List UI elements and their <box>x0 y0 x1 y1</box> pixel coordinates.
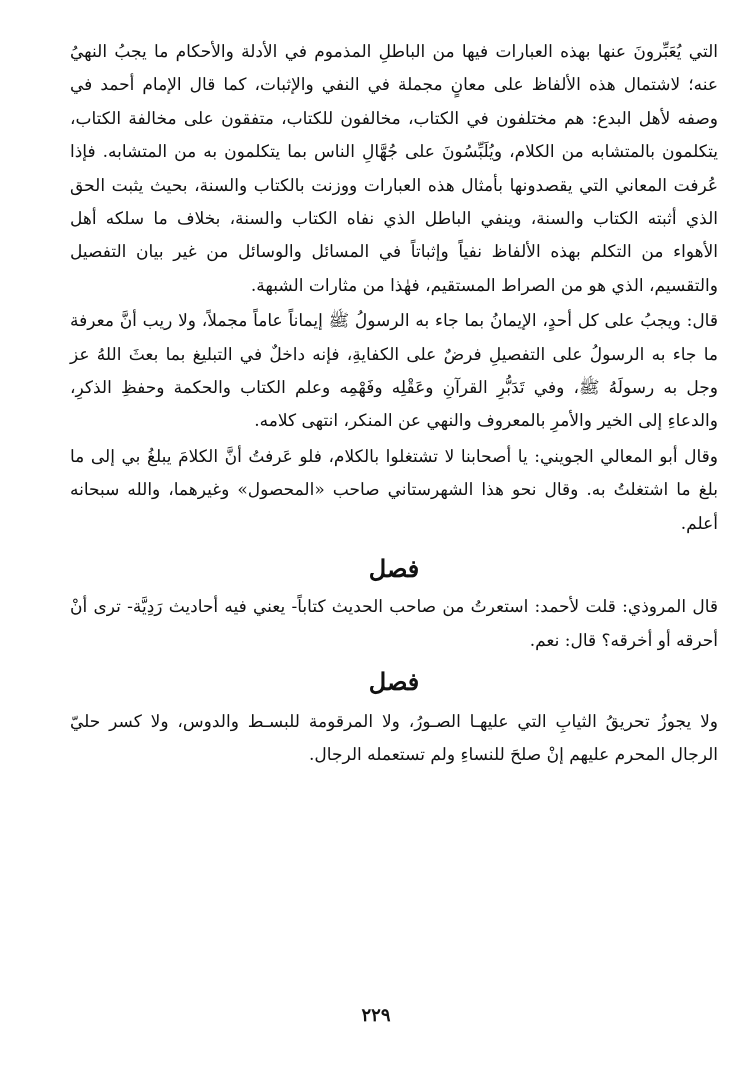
paragraph-3: وقال أبو المعالي الجويني: يا أصحابنا لا تشتغلوا بالكلام، فلو عَرفتُ أنَّ الكلامَ يبلغُ بي إلى ما بلغ ما اشتغلتُ به. وقال نحو هذا الشهرستاني صاحب «المحصول» وغيرهما، والله سبحانه أعلم. <box>70 446 718 534</box>
page-number: ٢٢٩ <box>361 1005 391 1026</box>
paragraph-2: قال: ويجبُ على كل أحدٍ، الإيمانُ بما جاء به الرسولُ ﷺ إيماناً عاماً مجملاً، ولا ريب أنَّ معرفة ما جاء به الرسولُ على التفصيلِ فرضٌ على الكفايةِ، فإنه داخلٌ في التبليغ بما بعثَ اللهُ عز وجل به رسولَهُ ﷺ، وفي تَدَبُّرِ القرآنِ وعَقْلِه وفَهْمِه وعلم الكتاب والحكمة وحفظِ الذكرِ، والدعاءِ إلى الخير والأمرِ بالمعروف والنهي عن المنكر، انتهى كلامه. <box>70 311 718 432</box>
paragraph-1: التي يُعَبِّرونَ عنها بهذه العبارات فيها من الباطلِ المذموم في الأدلة والأحكام ما يجبُ النهيُ عنه؛ لاشتمال هذه الألفاظ على معانٍ مجملة في النفي والإثبات، كما قال الإمام أحمد في وصفه لأهل البدع: هم مختلفون في الكتاب، مخالفون للكتاب، متفقون على مخالفة الكتاب، يتكلمون بالمتشابه من الكلام، ويُلَبِّسُونَ على جُهَّالِ الناس بما يتكلمون به من المتشابه. فإذا عُرفت المعاني التي يقصدونها بأمثال هذه العبارات ووزنت بالكتاب والسنة، بحيث يثبت الحق الذي أثبته الكتاب والسنة، وينفي الباطل الذي نفاه الكتاب والسنة، بخلاف ما سلكه أهل الأهواء من التكلم بهذه الألفاظ نفياً وإثباتاً في المسائل والوسائل من غير بيان التفصيل والتقسيم، الذي هو من الصراط المستقيم، فهٰذا من مثارات الشبهة. <box>70 42 718 296</box>
paragraph-4: قال المروذي: قلت لأحمد: استعرتُ من صاحب الحديث كتاباً- يعني فيه أحاديث رَدِيَّة- ترى أنْ أحرقه أو أخرقه؟ قال: نعم. <box>70 597 718 651</box>
section-heading-2: فصل <box>368 666 420 696</box>
section-heading-1: فصل <box>368 554 420 584</box>
page-body <box>70 36 718 1046</box>
paragraph-5: ولا يجوزُ تحريقُ الثيابِ التي عليهـا الصـورُ، ولا المرقومة للبسـط والدوس، ولا كسر حليّ الرجال المحرم عليهم إنْ صلحَ للنساءِ ولم تستعمله الرجال. <box>70 711 718 766</box>
